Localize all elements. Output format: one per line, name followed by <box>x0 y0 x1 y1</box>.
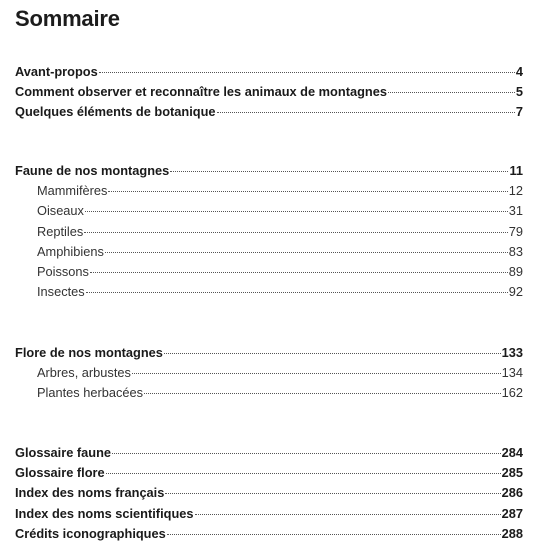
toc-entry-page: 162 <box>501 385 523 401</box>
toc-entry-label: Arbres, arbustes <box>37 365 131 381</box>
toc-entry <box>15 504 523 524</box>
toc-subentry <box>15 201 523 221</box>
toc-group-faune <box>15 161 523 302</box>
toc-entry-page: 284 <box>501 445 523 460</box>
dot-leader <box>106 473 501 474</box>
toc-subentry <box>15 242 523 262</box>
dot-leader <box>99 72 515 73</box>
toc-subentry <box>15 222 523 242</box>
toc-entry-label: Mammifères <box>37 183 108 199</box>
dot-leader <box>165 493 500 494</box>
dot-leader <box>167 534 501 535</box>
toc-entry-label: Glossaire faune <box>15 445 112 460</box>
toc-subentry <box>15 383 523 403</box>
toc-entry <box>15 161 523 181</box>
dot-leader <box>164 353 501 354</box>
toc-entry <box>15 443 523 463</box>
toc-entry-page: 286 <box>501 485 523 501</box>
page-title: Sommaire <box>15 6 120 31</box>
toc-subentry <box>15 363 523 383</box>
toc-entry-label: Comment observer et reconnaître les animaux de montagnes <box>15 84 387 100</box>
toc-entry <box>15 463 523 483</box>
toc-subentry <box>15 181 523 201</box>
toc-entry-page: 4 <box>515 64 523 79</box>
toc-entry-label: Amphibiens <box>37 243 104 259</box>
dot-leader <box>86 292 508 293</box>
dot-leader <box>105 252 508 253</box>
toc-entry-page: 31 <box>508 203 523 219</box>
toc-entry-page: 288 <box>501 525 523 541</box>
toc-entry-page: 92 <box>508 284 523 300</box>
toc-entry-page: 83 <box>508 243 523 259</box>
toc-entry-label: Crédits iconographiques <box>15 525 166 541</box>
toc-entry <box>15 82 523 102</box>
toc-entry-label: Insectes <box>37 284 85 300</box>
toc-entry-page: 287 <box>501 505 523 521</box>
dot-leader <box>108 191 507 192</box>
toc-entry <box>15 343 523 363</box>
toc-entry-page: 285 <box>501 465 523 481</box>
toc-entry <box>15 524 523 544</box>
toc-entry-page: 79 <box>508 223 523 239</box>
dot-leader <box>144 393 501 394</box>
toc-entry-page: 134 <box>501 365 523 381</box>
toc-entry-label: Plantes herbacées <box>37 385 143 401</box>
toc-entry-page: 11 <box>509 163 523 178</box>
toc-subentry <box>15 282 523 302</box>
toc-group-annexes <box>15 443 523 544</box>
dot-leader <box>170 171 508 172</box>
toc-entry-label: Reptiles <box>37 223 84 239</box>
toc-group-intro <box>15 62 523 123</box>
toc-entry-label: Quelques éléments de botanique <box>15 104 216 120</box>
toc-entry-page: 12 <box>508 183 523 199</box>
toc-entry-label: Faune de nos montagnes <box>15 163 170 178</box>
dot-leader <box>388 92 515 93</box>
toc-entry-page: 5 <box>515 84 523 100</box>
toc-entry-page: 7 <box>515 104 523 120</box>
dot-leader <box>217 112 515 113</box>
toc-entry-label: Glossaire flore <box>15 465 105 481</box>
dot-leader <box>195 514 501 515</box>
toc-entry-label: Flore de nos montagnes <box>15 345 163 360</box>
toc-entry-page: 89 <box>508 263 523 279</box>
toc-entry-label: Avant-propos <box>15 64 98 79</box>
toc-group-flore <box>15 343 523 404</box>
dot-leader <box>84 232 508 233</box>
toc-entry <box>15 102 523 122</box>
toc-entry <box>15 62 523 82</box>
dot-leader <box>132 373 501 374</box>
toc-entry-label: Index des noms français <box>15 485 165 501</box>
toc-entry-page: 133 <box>501 345 523 360</box>
dot-leader <box>85 211 508 212</box>
toc-entry-label: Index des noms scientifiques <box>15 505 194 521</box>
dot-leader <box>90 272 508 273</box>
dot-leader <box>112 453 501 454</box>
toc-entry <box>15 483 523 503</box>
toc-subentry <box>15 262 523 282</box>
toc-entry-label: Oiseaux <box>37 203 84 219</box>
toc-entry-label: Poissons <box>37 263 89 279</box>
